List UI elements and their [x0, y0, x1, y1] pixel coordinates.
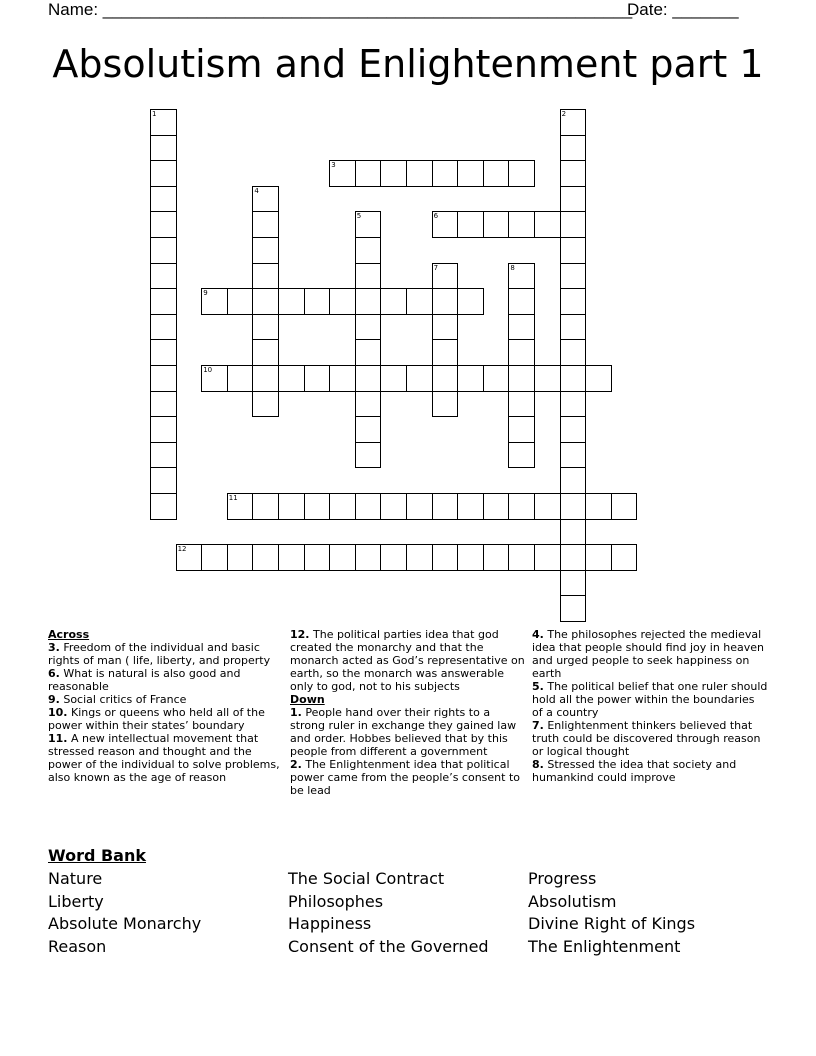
crossword-cell[interactable] [457, 211, 484, 238]
crossword-cell[interactable] [483, 160, 510, 187]
crossword-cell[interactable] [252, 493, 279, 520]
crossword-cell[interactable] [252, 544, 279, 571]
clue-number: 11 [228, 494, 238, 502]
crossword-cell[interactable] [150, 416, 177, 443]
clue-number: 4 [254, 186, 259, 195]
crossword-cell[interactable] [483, 493, 510, 520]
crossword-cell[interactable] [508, 544, 535, 571]
crossword-cell[interactable] [432, 365, 459, 392]
crossword-cell[interactable] [534, 544, 561, 571]
crossword-cell[interactable] [329, 160, 356, 187]
page-title: Absolutism and Enlightenment part 1 [52, 42, 764, 86]
crossword-cell[interactable] [457, 365, 484, 392]
crossword-cell[interactable] [560, 442, 587, 469]
crossword-cell[interactable] [278, 288, 305, 315]
crossword-cell[interactable] [560, 160, 587, 187]
crossword-cell[interactable] [611, 544, 638, 571]
crossword-cell[interactable] [432, 314, 459, 341]
crossword-cell[interactable] [534, 365, 561, 392]
crossword-cell[interactable] [201, 544, 228, 571]
crossword-cell[interactable] [329, 288, 356, 315]
crossword-cell[interactable] [560, 288, 587, 315]
crossword-cell[interactable] [355, 160, 382, 187]
clue-across-3: 3. Freedom of the individual and basic rights of man ( life, liberty, and property [48, 641, 271, 667]
word-bank-item: Reason [48, 937, 107, 957]
clue-number: 10 [203, 366, 213, 374]
word-bank-item: Nature [48, 869, 103, 888]
crossword-cell[interactable] [355, 442, 382, 469]
crossword-cell[interactable] [457, 160, 484, 187]
clue-down-2: 2. The Enlightenment idea that political power came from the people’s consent to be lead [290, 758, 520, 797]
crossword-cell[interactable] [560, 135, 587, 162]
word-bank-item: Absolutism [528, 891, 617, 911]
crossword-cell[interactable] [252, 288, 279, 315]
crossword-cell[interactable] [508, 160, 535, 187]
crossword-cell[interactable] [201, 288, 228, 315]
clue-across-12: 12. The political parties idea that god created the monarchy and that the monarch acted as God’s representative on earth, so the monarch was answerable only to god, not to his subjects [290, 628, 525, 693]
crossword-cell[interactable] [227, 544, 254, 571]
clues-column-2 [290, 628, 526, 797]
crossword-cell[interactable] [483, 544, 510, 571]
word-bank-column-3 [528, 868, 695, 959]
crossword-cell[interactable] [508, 288, 535, 315]
crossword-cell[interactable] [329, 544, 356, 571]
crossword-cell[interactable] [560, 544, 587, 571]
crossword-cell[interactable] [560, 519, 587, 546]
crossword-cell[interactable] [508, 442, 535, 469]
clue-across-10: 10. Kings or queens who held all of the power within their states’ boundary [48, 706, 265, 732]
across-heading: Across [48, 628, 90, 641]
crossword-cell[interactable] [150, 288, 177, 315]
crossword-cell[interactable] [227, 288, 254, 315]
word-bank-column-1 [48, 868, 201, 959]
crossword-cell[interactable] [150, 211, 177, 238]
crossword-cell[interactable] [406, 365, 433, 392]
crossword-cell[interactable] [304, 288, 331, 315]
crossword-cell[interactable] [355, 288, 382, 315]
crossword-cell[interactable] [457, 493, 484, 520]
crossword-cell[interactable] [380, 160, 407, 187]
crossword-cell[interactable] [355, 391, 382, 418]
crossword-cell[interactable] [508, 493, 535, 520]
crossword-cell[interactable] [380, 365, 407, 392]
crossword-cell[interactable] [406, 544, 433, 571]
crossword-cell[interactable] [227, 493, 254, 520]
crossword-cell[interactable] [329, 365, 356, 392]
crossword-cell[interactable] [508, 391, 535, 418]
crossword-cell[interactable] [508, 365, 535, 392]
crossword-cell[interactable] [227, 365, 254, 392]
name-field[interactable]: Name: ________________________________________________________ [48, 0, 633, 19]
word-bank-item: The Social Contract [288, 869, 445, 888]
crossword-cell[interactable] [534, 493, 561, 520]
crossword-cell[interactable] [432, 288, 459, 315]
crossword-cell[interactable] [508, 211, 535, 238]
crossword-cell[interactable] [150, 365, 177, 392]
crossword-cell[interactable] [560, 186, 587, 213]
crossword-cell[interactable] [278, 544, 305, 571]
crossword-cell[interactable] [585, 365, 612, 392]
crossword-cell[interactable] [150, 263, 177, 290]
clue-number: 12 [177, 545, 187, 554]
crossword-cell[interactable] [150, 391, 177, 418]
crossword-cell[interactable] [560, 237, 587, 264]
crossword-cell[interactable] [355, 263, 382, 290]
crossword-cell[interactable] [508, 263, 535, 290]
crossword-cell[interactable] [329, 493, 356, 520]
crossword-cell[interactable] [560, 109, 587, 136]
clue-across-6: 6. What is natural is also good and reasonable [48, 667, 241, 693]
crossword-cell[interactable] [252, 186, 279, 213]
crossword-cell[interactable] [432, 544, 459, 571]
clue-number: 2 [561, 110, 567, 118]
crossword-cell[interactable] [560, 211, 587, 238]
crossword-cell[interactable] [150, 186, 177, 213]
crossword-cell[interactable] [150, 109, 177, 136]
crossword-cell[interactable] [150, 135, 177, 162]
crossword-cell[interactable] [150, 160, 177, 187]
crossword-cell[interactable] [585, 493, 612, 520]
clue-number: 1 [152, 110, 157, 118]
crossword-cell[interactable] [150, 339, 177, 366]
crossword-cell[interactable] [432, 160, 459, 187]
crossword-cell[interactable] [252, 365, 279, 392]
crossword-cell[interactable] [201, 365, 228, 392]
crossword-cell[interactable] [585, 544, 612, 571]
crossword-cell[interactable] [150, 237, 177, 264]
crossword-cell[interactable] [252, 391, 279, 418]
crossword-cell[interactable] [380, 288, 407, 315]
crossword-cell[interactable] [457, 544, 484, 571]
crossword-cell[interactable] [483, 211, 510, 238]
word-bank-item: Liberty [48, 891, 104, 911]
crossword-cell[interactable] [355, 339, 382, 366]
crossword-cell[interactable] [355, 314, 382, 341]
crossword-cell[interactable] [355, 237, 382, 264]
crossword-cell[interactable] [304, 544, 331, 571]
crossword-cell[interactable] [560, 570, 587, 597]
date-field[interactable]: Date: _______ [627, 0, 739, 19]
clue-across-11: 11. A new intellectual movement that stressed reason and thought and the power of the individual to solve problems, also known as the age of reason [48, 732, 280, 784]
word-bank-item: Consent of the Governed [288, 937, 489, 957]
clue-down-4: 4. The philosophes rejected the medieval idea that people should find joy in heaven and urged people to seek happiness on earth [532, 628, 765, 680]
crossword-cell[interactable] [560, 263, 587, 290]
crossword-cell[interactable] [560, 314, 587, 341]
crossword-cell[interactable] [560, 339, 587, 366]
crossword-cell[interactable] [252, 211, 279, 238]
clue-number: 8 [510, 263, 515, 272]
crossword-cell[interactable] [432, 211, 459, 238]
crossword-cell[interactable] [150, 467, 177, 494]
crossword-cell[interactable] [534, 211, 561, 238]
crossword-cell[interactable] [406, 288, 433, 315]
clues-column-3 [532, 628, 768, 784]
word-bank-item: Divine Right of Kings [528, 914, 696, 934]
crossword-cell[interactable] [508, 314, 535, 341]
crossword-cell[interactable] [304, 365, 331, 392]
crossword-cell[interactable] [406, 493, 433, 520]
crossword-cell[interactable] [560, 595, 587, 622]
crossword-cell[interactable] [304, 493, 331, 520]
crossword-cell[interactable] [560, 467, 587, 494]
crossword-cell[interactable] [457, 288, 484, 315]
crossword-cell[interactable] [355, 493, 382, 520]
clue-down-7: 7. Enlightenment thinkers believed that truth could be discovered through reason or logical thought [532, 719, 761, 758]
clue-down-5: 5. The political belief that one ruler should hold all the power within the boundaries of a country [532, 680, 768, 719]
crossword-cell[interactable] [560, 391, 587, 418]
crossword-cell[interactable] [252, 237, 279, 264]
crossword-cell[interactable] [252, 314, 279, 341]
crossword-cell[interactable] [150, 314, 177, 341]
crossword-cell[interactable] [508, 339, 535, 366]
clue-across-9: 9. Social critics of France [48, 693, 187, 706]
crossword-cell[interactable] [432, 493, 459, 520]
crossword-cell[interactable] [560, 365, 587, 392]
crossword-cell[interactable] [278, 365, 305, 392]
crossword-cell[interactable] [483, 365, 510, 392]
crossword-cell[interactable] [560, 493, 587, 520]
word-bank-item: Philosophes [288, 891, 384, 911]
down-heading: Down [290, 693, 325, 706]
clue-down-8: 8. Stressed the idea that society and humankind could improve [532, 758, 737, 784]
clues-column-1 [48, 628, 284, 784]
clue-number: 7 [433, 263, 439, 272]
crossword-cell[interactable] [150, 493, 177, 520]
crossword-cell[interactable] [278, 493, 305, 520]
word-bank-item: The Enlightenment [528, 937, 681, 957]
crossword-cell[interactable] [508, 416, 535, 443]
crossword-cell[interactable] [355, 544, 382, 571]
crossword-cell[interactable] [355, 365, 382, 392]
crossword-cell[interactable] [252, 339, 279, 366]
crossword-cell[interactable] [406, 160, 433, 187]
crossword-cell[interactable] [432, 339, 459, 366]
crossword-cell[interactable] [150, 442, 177, 469]
clue-number: 5 [356, 212, 362, 221]
crossword-cell[interactable] [380, 493, 407, 520]
clue-down-1: 1. People hand over their rights to a strong ruler in exchange they gained law and order. Hobbes believed that by this people from different a government [290, 706, 517, 758]
word-bank-item: Progress [528, 869, 597, 888]
word-bank-column-2 [288, 868, 489, 959]
word-bank-title: Word Bank [48, 846, 147, 865]
crossword-cell[interactable] [355, 416, 382, 443]
crossword-cell[interactable] [355, 211, 382, 238]
clue-number: 6 [433, 212, 439, 221]
word-bank-item: Absolute Monarchy [48, 914, 202, 934]
word-bank-item: Happiness [288, 914, 372, 934]
crossword-cell[interactable] [432, 391, 459, 418]
crossword-cell[interactable] [432, 263, 459, 290]
crossword-cell[interactable] [176, 544, 203, 571]
crossword-cell[interactable] [611, 493, 638, 520]
clue-number: 9 [203, 289, 208, 298]
crossword-cell[interactable] [380, 544, 407, 571]
clue-number: 3 [331, 161, 336, 170]
crossword-cell[interactable] [252, 263, 279, 290]
crossword-cell[interactable] [560, 416, 587, 443]
